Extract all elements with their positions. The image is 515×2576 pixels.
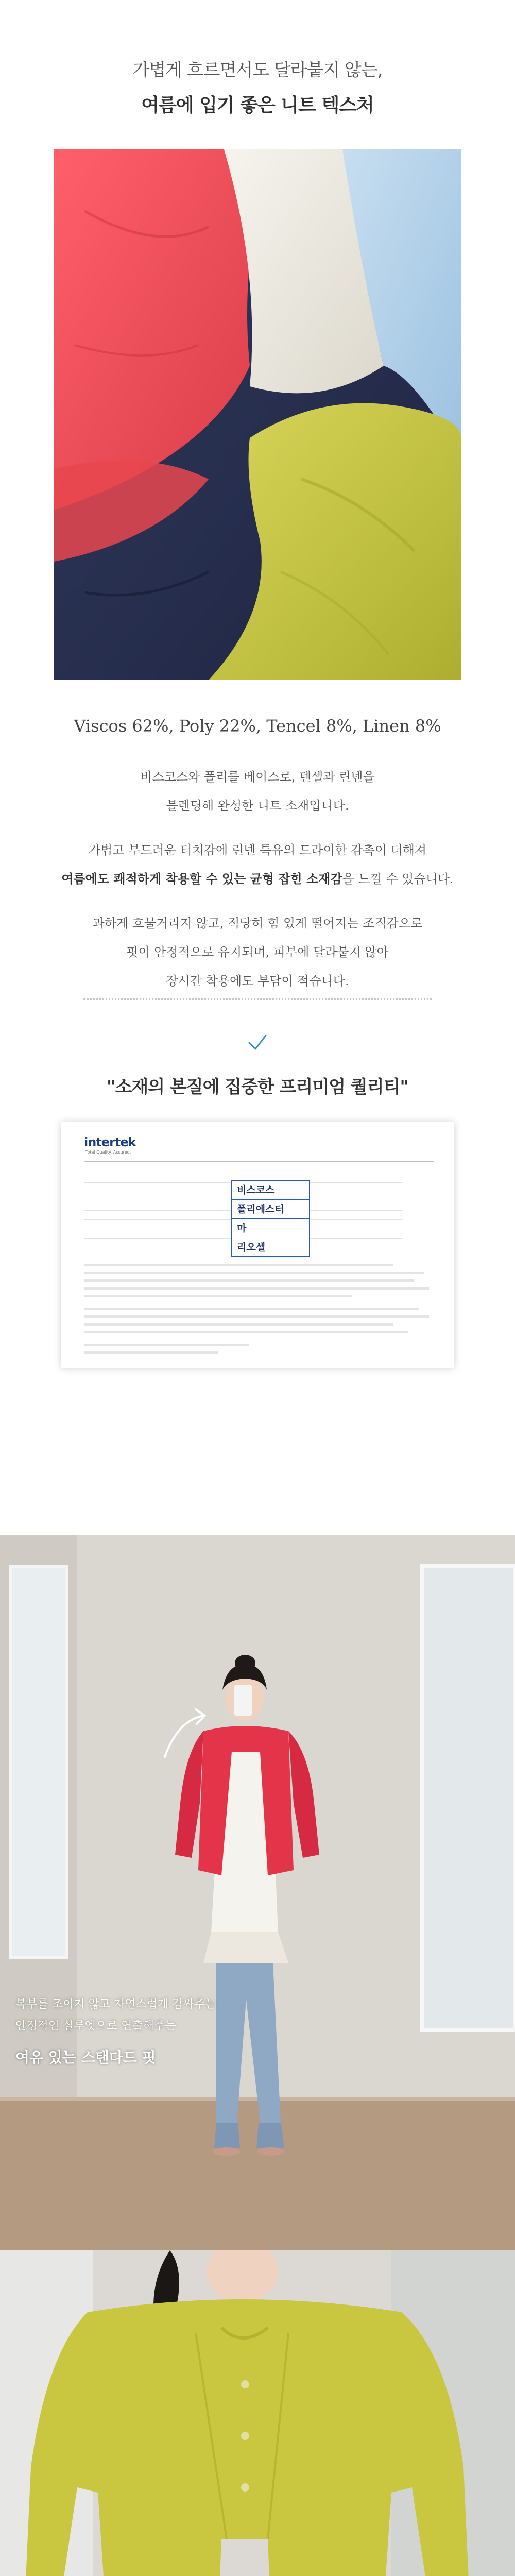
intertek-logo: intertek (84, 1135, 136, 1149)
description-line: 핏이 안정적으로 유지되며, 피부에 달라붙지 않아 (126, 945, 389, 959)
report-rule (84, 1161, 434, 1162)
fiber-list (231, 1180, 310, 1257)
description-paragraph-1 (0, 762, 515, 820)
fiber-item: 비스코스 (232, 1181, 309, 1200)
fabric-folds-illustration (54, 149, 461, 680)
model-illustration (0, 1535, 515, 2250)
description-line: 장시간 착용에도 부담이 적습니다. (166, 974, 349, 988)
intertek-logo-tagline: Total Quality. Assured. (85, 1150, 131, 1155)
dotted-divider (83, 998, 432, 1000)
fiber-item: 폴리에스터 (232, 1200, 309, 1219)
fabric-colors-photo (54, 149, 461, 680)
description-line: 비스코스와 폴리를 베이스로, 텐셀과 린넨을 (140, 770, 375, 784)
fiber-item: 리오셀 (237, 1242, 266, 1253)
intro-subtitle: 가볍게 흐르면서도 달라붙지 않는, (132, 60, 383, 80)
intertek-test-report (61, 1122, 454, 1368)
description-paragraph-2 (0, 836, 515, 893)
model-closeup-illustration (0, 2250, 515, 2576)
description-line (0, 865, 515, 893)
intro-title: 여름에 입기 좋은 니트 텍스처 (141, 95, 374, 116)
fabric-composition: Viscos 62%, Poly 22%, Tencel 8%, Linen 8% (74, 716, 441, 736)
fiber-item: 마 (232, 1219, 309, 1238)
photo1-caption-highlight: 여유 있는 스탠다드 핏 (15, 2049, 156, 2066)
photo1-caption (15, 1994, 216, 2037)
description-highlight: 여름에도 쾌적하게 착용할 수 있는 균형 잡힌 소재감 (61, 872, 342, 886)
caption-line: 안정적인 실루엣으로 연출해주는 (15, 2020, 176, 2032)
description-line: 가볍고 부드러운 터치감에 린넨 특유의 드라이한 감촉이 더해져 (88, 843, 427, 857)
description-line-rest: 을 느낄 수 있습니다. (342, 872, 454, 886)
model-photo-red-cardigan (0, 1535, 515, 2250)
quality-title: "소재의 본질에 집중한 프리미엄 퀄리티" (106, 1077, 409, 1097)
checkmark-icon (246, 1031, 269, 1054)
description-line: 과하게 흐물거리지 않고, 적당히 힘 있게 떨어지는 조직감으로 (92, 916, 423, 930)
description-paragraph-3 (0, 909, 515, 995)
caption-line: 복부를 조이지 않고 자연스럽게 감싸주는 (15, 1998, 216, 2011)
model-photo-lime-cardigan (0, 2250, 515, 2576)
description-line: 블렌딩해 완성한 니트 소재입니다. (166, 799, 349, 813)
